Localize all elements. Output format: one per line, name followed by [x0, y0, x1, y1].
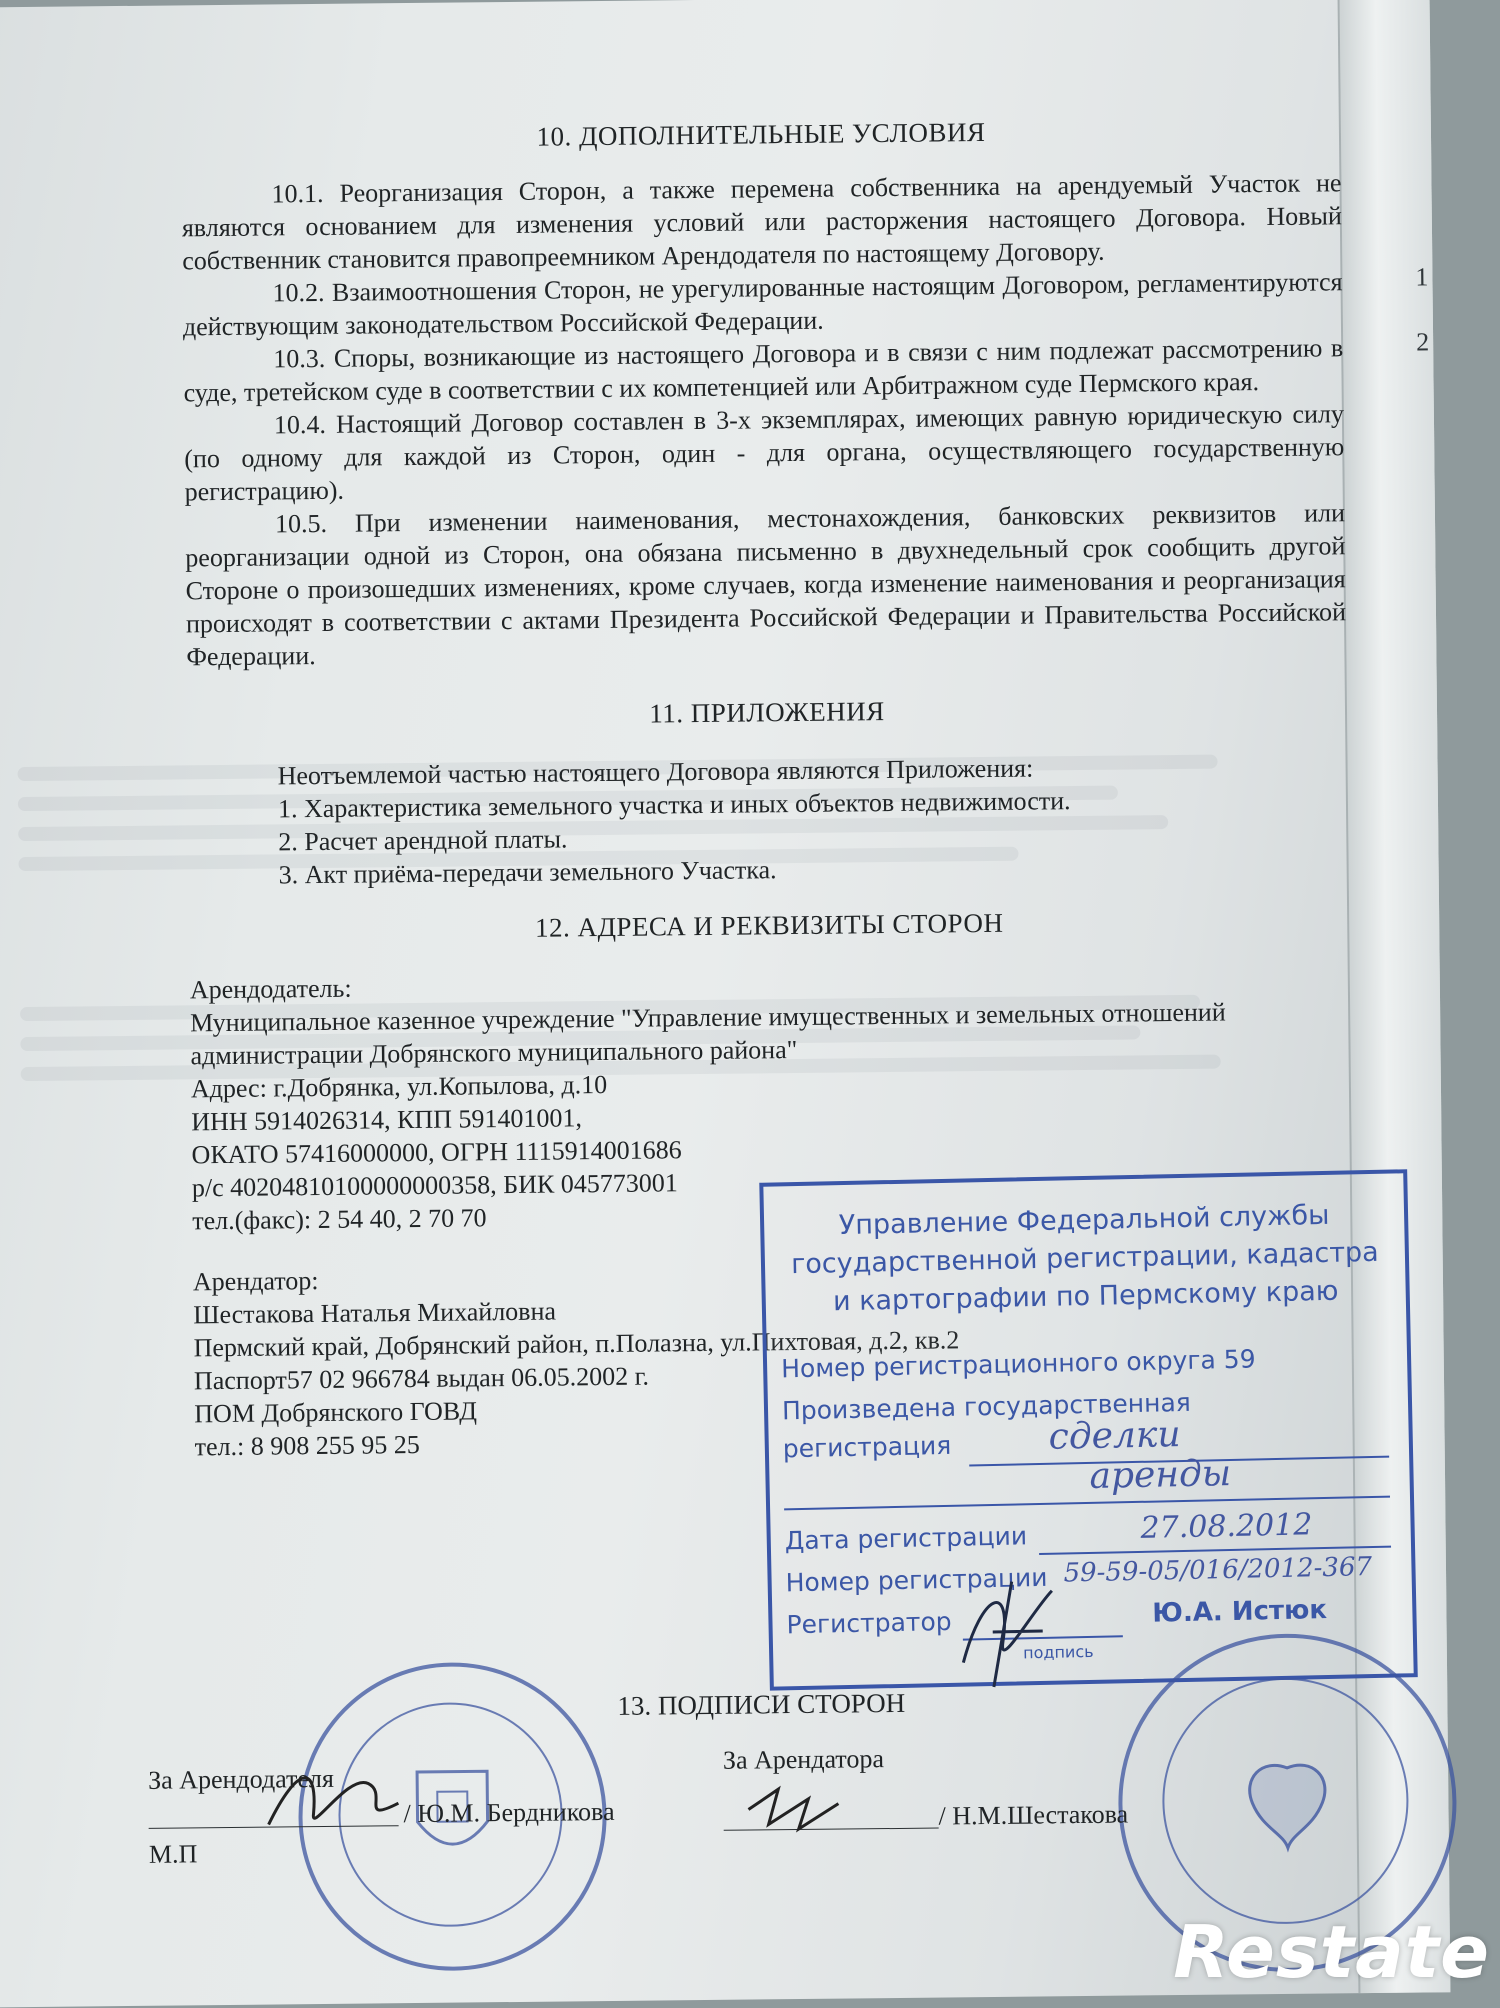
registration-stamp	[759, 1169, 1417, 1690]
lessor-name: Муниципальное казенное учреждение "Управление имущественных и земельных отношений	[190, 997, 1226, 1038]
stamp-signature-caption: подпись	[1022, 1641, 1094, 1663]
lessor-inn: ИНН 5914026314, КПП 591401001,	[191, 1103, 583, 1137]
section-13-heading: 13. ПОДПИСИ СТОРОН	[617, 1687, 906, 1721]
stamp-date-label: Дата регистрации	[784, 1521, 1028, 1556]
clause-10-3: 10.3. Споры, возникающие из настоящего Договора и в связи с ним подлежат рассмотрению в суде, третейском суде в соответствии с их компетенцией или Арбитражном суде Пермского края.	[183, 333, 1344, 408]
clause-10-4: 10.4. Настоящий Договор составлен в 3-х экземплярах, имеющих равную юридическую силу (по одному для каждой из Сторон, один - для органа, осуществляющего государственную регистрацию).	[184, 399, 1345, 507]
margin-mark: 1	[1415, 262, 1429, 292]
tenant-passport-issuer: ПОМ Добрянского ГОВД	[194, 1396, 478, 1429]
handwritten-deal-type: сделки	[1048, 1414, 1181, 1458]
signatures-section	[137, 1682, 1439, 1896]
appendix-item: 1. Характеристика земельного участка и иных объектов недвижимости.	[277, 786, 1071, 824]
tenant-label: Арендатор:	[192, 1266, 319, 1297]
stamp-registrar-name: Ю.А. Истюк	[1152, 1595, 1328, 1629]
stamp-registrar-label: Регистратор	[786, 1606, 952, 1640]
section-12-heading: 12. АДРЕСА И РЕКВИЗИТЫ СТОРОН	[534, 907, 1004, 943]
appendix-item: 3. Акт приёма-передачи земельного Участка.	[278, 855, 777, 890]
handwritten-lease-type: аренды	[1089, 1452, 1232, 1497]
clause-10-1: 10.1. Реорганизация Сторон, а также перемена собственника на арендуемый Участок не являются основанием для изменения условий или расторжения настоящего Договора. Новый собственник становится правопреемником Арендодателя по настоящему Договору.	[181, 168, 1342, 276]
clause-10-5: 10.5. При изменении наименования, местонахождения, банковских реквизитов или реорганизации одной из Сторон, она обязана письменно в двухнедельный срок сообщить другой Стороне о произошедших изменениях, кроме случаев, когда изменение наименования и реорганизация происходят в соответствии с актами Президента Российской Федерации и Правительства Российской Федерации.	[185, 498, 1347, 672]
section-11-heading: 11. ПРИЛОЖЕНИЯ	[649, 696, 885, 729]
stamp-authority	[763, 1173, 1406, 1322]
lessor-signature	[258, 1753, 409, 1845]
tenant-phone: тел.: 8 908 255 95 25	[194, 1429, 420, 1462]
stamp-title-line: Управление Федеральной службы	[838, 1199, 1330, 1242]
handwritten-registration-number: 59-59-05/016/2012-367	[1063, 1552, 1373, 1589]
appendix-intro: Неотъемлемой частью настоящего Договора являются Приложения:	[277, 753, 1034, 791]
section-10-heading: 10. ДОПОЛНИТЕЛЬНЫЕ УСЛОВИЯ	[536, 116, 986, 152]
lessor-signer: / Ю.М. Бердникова	[403, 1796, 615, 1829]
tenant-signature	[738, 1768, 859, 1839]
tenant-signer: / Н.М.Шестакова	[938, 1799, 1129, 1831]
handwritten-registration-date: 27.08.2012	[1140, 1507, 1313, 1546]
lessor-okato: ОКАТО 57416000000, ОГРН 1115914001686	[191, 1135, 682, 1170]
tenant-name: Шестакова Наталья Михайловна	[193, 1296, 557, 1330]
lessor-address: Адрес: г.Добрянка, ул.Копылова, д.10	[190, 1069, 608, 1104]
clause-10-2: 10.2. Взаимоотношения Сторон, не урегулированные настоящим Договором, регламентируются действующим законодательством Российской Федерации.	[182, 267, 1343, 342]
stamp-performed: Произведена государственная	[781, 1387, 1192, 1426]
lessor-label: Арендодатель:	[189, 973, 352, 1005]
appendix-item: 2. Расчет арендной платы.	[278, 824, 568, 857]
lessor-name-continued: администрации Добрянского муниципального района"	[190, 1034, 798, 1071]
lessor-sign-label: За Арендодателя	[147, 1763, 335, 1795]
lessor-account: р/с 40204810100000000358, БИК 045773001	[191, 1168, 678, 1203]
stamp-registration-label: регистрация	[782, 1430, 952, 1464]
margin-mark: 2	[1415, 327, 1430, 357]
stamp-district: Номер регистрационного округа 59	[780, 1344, 1256, 1384]
restate-watermark: Restate	[1173, 1910, 1490, 1994]
tenant-address: Пермский край, Добрянский район, п.Полазна, ул.Пихтовая, д.2, кв.2	[193, 1325, 960, 1363]
stamp-title-line: и картографии по Пермскому краю	[832, 1275, 1339, 1318]
tenant-passport: Паспорт57 02 966784 выдан 06.05.2002 г.	[193, 1361, 650, 1396]
seal-place-label: М.П	[148, 1839, 198, 1869]
registrar-signature	[951, 1570, 1073, 1692]
lessor-phone: тел.(факс): 2 54 40, 2 70 70	[192, 1203, 487, 1236]
stamp-number-label: Номер регистрации	[785, 1562, 1048, 1598]
stamp-title-line: государственной регистрации, кадастра	[790, 1236, 1380, 1281]
tenant-sign-label: За Арендатора	[722, 1744, 885, 1775]
